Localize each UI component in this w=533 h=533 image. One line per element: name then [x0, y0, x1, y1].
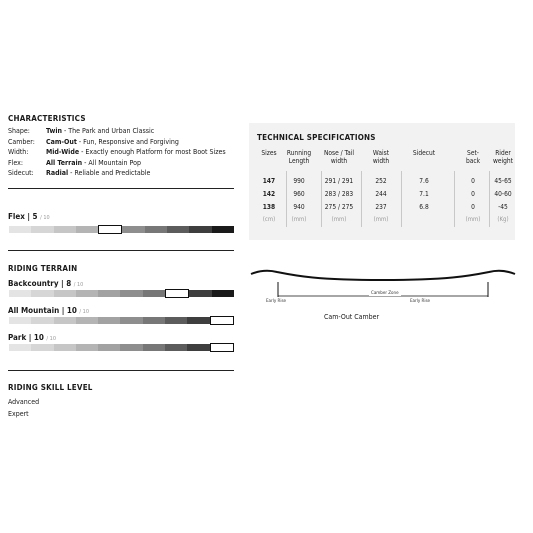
terrain-rating: Backcountry | 8 / 10	[8, 279, 84, 288]
specs-unit: (Kg)	[497, 216, 509, 223]
camber-caption: Cam-Out Camber	[324, 313, 380, 321]
flex-scale-bar	[9, 226, 234, 233]
flex-label: Flex	[8, 212, 25, 221]
characteristic-description: - Reliable and Predictable	[68, 169, 151, 177]
terrain-segment	[212, 290, 234, 297]
flex-segment	[212, 226, 234, 233]
characteristic-value: Mid-Wide	[46, 148, 80, 156]
specs-header-line: weight	[492, 157, 513, 165]
specs-cell: 7.1	[419, 190, 429, 198]
technical-specifications-panel	[249, 123, 515, 240]
terrain-segment	[189, 290, 211, 297]
terrain-segment	[210, 343, 234, 352]
camber-profile-line	[251, 271, 515, 280]
terrain-segment	[187, 344, 209, 351]
specs-cell: 990	[293, 177, 305, 185]
terrain-label: All Mountain	[8, 306, 60, 315]
characteristic-description: - The Park and Urban Classic	[62, 127, 155, 135]
characteristic-row	[8, 148, 226, 157]
terrain-segment	[76, 290, 98, 297]
flex-segment	[9, 226, 31, 233]
characteristic-row	[8, 138, 179, 147]
terrain-value: 10	[33, 333, 44, 342]
specs-unit: (mm)	[291, 216, 307, 223]
specs-column-divider	[454, 171, 455, 227]
characteristic-value: All Terrain	[46, 158, 83, 167]
characteristic-description: - Fun, Responsive and Forgiving	[76, 137, 179, 146]
terrain-segment	[165, 289, 189, 298]
specs-cell: 7.6	[419, 177, 429, 185]
terrain-segment	[120, 317, 142, 324]
specs-column-divider	[286, 171, 287, 227]
specs-header-line: Rider	[495, 149, 511, 157]
specs-unit: (mm)	[373, 216, 389, 223]
specs-cell: 45-65	[494, 177, 512, 185]
divider	[8, 188, 234, 189]
terrain-segment	[120, 344, 142, 351]
specs-cell: 40-60	[494, 190, 512, 198]
characteristic-label: Sidecut:	[8, 169, 34, 177]
specs-column-header	[473, 149, 533, 165]
specs-unit: (mm)	[465, 216, 481, 223]
characteristic-description: - All Mountain Pop	[82, 158, 141, 167]
specs-header-line: Nose / Tail	[323, 149, 355, 157]
specs-header-line: Set-	[467, 149, 479, 157]
terrain-segment	[54, 317, 76, 324]
terrain-segment	[9, 290, 31, 297]
specs-cell: 283 / 283	[324, 190, 354, 198]
terrain-segment	[98, 317, 120, 324]
flex-value: 5	[32, 212, 38, 221]
specs-column-divider	[489, 171, 490, 227]
terrain-segment	[76, 317, 98, 324]
skill-level-advanced: Advanced	[8, 398, 40, 406]
specs-header-line: Running	[286, 149, 312, 157]
flex-segment	[167, 226, 189, 233]
terrain-max: 10	[76, 282, 84, 288]
skill-level-title: RIDING SKILL LEVEL	[8, 383, 93, 392]
flex-segment	[76, 226, 98, 233]
specs-cell: 291 / 291	[324, 177, 354, 185]
specs-cell: 147	[262, 177, 276, 185]
specs-unit: (cm)	[262, 216, 276, 223]
terrain-label: Park	[8, 333, 27, 342]
specs-cell: 275 / 275	[324, 203, 354, 211]
specs-column-divider	[321, 171, 322, 227]
terrain-segment	[143, 344, 165, 351]
specs-column-divider	[401, 171, 402, 227]
characteristic-value: Twin	[46, 127, 62, 135]
characteristic-label: Width:	[8, 148, 29, 156]
terrain-segment	[31, 290, 53, 297]
characteristic-value: Radial	[46, 169, 69, 177]
terrain-segment	[187, 317, 209, 324]
specs-header-line: back	[465, 157, 481, 165]
specs-unit: (mm)	[331, 216, 347, 223]
flex-segment	[31, 226, 53, 233]
terrain-max: 10	[49, 336, 56, 342]
divider	[8, 370, 234, 371]
flex-segment	[54, 226, 76, 233]
terrain-scale-bar	[9, 344, 234, 351]
terrain-segment	[98, 290, 120, 297]
terrain-scale-bar	[9, 290, 234, 297]
terrain-label: Backcountry	[8, 279, 59, 288]
characteristic-value: Cam-Out	[46, 137, 77, 146]
specs-header-line: Sizes	[261, 149, 277, 157]
terrain-value: 8	[66, 279, 72, 288]
specs-cell: 6.8	[419, 203, 429, 211]
terrain-segment	[143, 317, 165, 324]
characteristic-label: Camber:	[8, 137, 35, 146]
specs-cell: 252	[375, 177, 387, 185]
specs-header-line: Sidecut	[412, 149, 436, 157]
specs-cell: 142	[262, 190, 276, 198]
riding-terrain-title: RIDING TERRAIN	[8, 264, 78, 273]
terrain-segment	[165, 344, 187, 351]
flex-segment	[122, 226, 144, 233]
terrain-segment	[120, 290, 142, 297]
specs-column-divider	[361, 171, 362, 227]
specs-cell: 0	[471, 177, 475, 185]
terrain-segment	[9, 344, 31, 351]
specs-header-line: Length	[288, 157, 310, 165]
terrain-segment	[54, 344, 76, 351]
characteristic-description: - Exactly enough Platform for most Boot Sizes	[79, 148, 226, 156]
terrain-segment	[31, 344, 53, 351]
terrain-scale-bar	[9, 317, 234, 324]
specs-cell: 244	[375, 190, 387, 198]
skill-level-expert: Expert	[8, 410, 29, 418]
flex-segment	[189, 226, 211, 233]
divider	[8, 250, 234, 251]
specs-cell: 940	[293, 203, 305, 211]
characteristic-label: Flex:	[8, 158, 23, 167]
characteristics-title: CHARACTERISTICS	[8, 114, 86, 123]
terrain-rating: Park | 10 / 10	[8, 333, 56, 342]
specs-cell: 0	[471, 203, 475, 211]
characteristic-row	[8, 159, 141, 168]
specs-title: TECHNICAL SPECIFICATIONS	[257, 133, 376, 142]
flex-max: 10	[43, 215, 50, 221]
terrain-segment	[31, 317, 53, 324]
specs-header-line: width	[330, 157, 348, 165]
specs-cell: 237	[375, 203, 387, 211]
specs-cell: 138	[262, 203, 276, 211]
characteristic-row	[8, 169, 150, 178]
specs-cell: -45	[498, 203, 508, 211]
camber-zone-label: Camber Zone	[371, 291, 399, 296]
terrain-segment	[9, 317, 31, 324]
terrain-segment	[76, 344, 98, 351]
characteristic-label: Shape:	[8, 127, 30, 135]
terrain-segment	[210, 316, 234, 325]
terrain-value: 10	[66, 306, 77, 315]
characteristic-row	[8, 127, 154, 136]
terrain-segment	[143, 290, 165, 297]
early-rise-right-label: Early Rise	[410, 299, 431, 304]
specs-header-line: Waist	[372, 149, 390, 157]
specs-cell: 0	[471, 190, 475, 198]
terrain-max: 10	[82, 309, 89, 315]
flex-rating: Flex | 5 / 10	[8, 212, 50, 221]
terrain-rating: All Mountain | 10 / 10	[8, 306, 89, 315]
early-rise-left-label: Early Rise	[266, 299, 287, 304]
flex-segment	[98, 225, 122, 234]
terrain-segment	[165, 317, 187, 324]
terrain-segment	[54, 290, 76, 297]
flex-segment	[145, 226, 167, 233]
terrain-segment	[98, 344, 120, 351]
specs-header-line: width	[372, 157, 390, 165]
specs-cell: 960	[293, 190, 305, 198]
